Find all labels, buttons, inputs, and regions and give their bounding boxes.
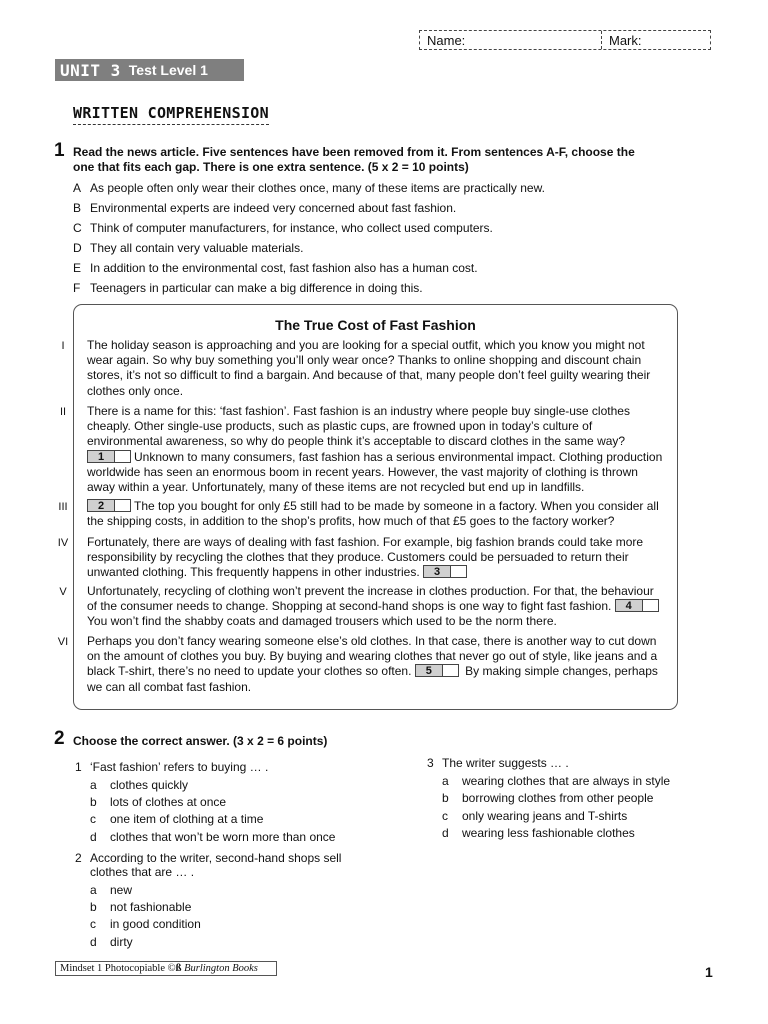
paragraph-marker-vi: VI [57,636,69,648]
option-letter: b [442,791,449,805]
paragraph-2-text-b: Unknown to many consumers, fast fashion has a serious environmental impact. Clothing production worldwide has seen an enormous boom in recent years. However, the vast majority of clothing is thrown away within a year. Unfortunately, many of these items are not recycled but end up in landfills. [87,449,663,495]
q2-2-option-b[interactable] [90,900,191,914]
gap-number: 1 [88,451,115,462]
question-2-number: 2 [54,728,65,749]
q2-3-option-a[interactable] [442,774,670,788]
page-number: 1 [705,964,713,980]
copyright-text: Mindset 1 Photocopiable © [60,963,176,974]
option-letter: B [73,201,82,215]
q2-item-number: 2 [75,851,82,865]
option-text: only wearing jeans and T-shirts [462,809,628,823]
question-1-instruction-line-1: Read the news article. Five sentences have been removed from it. From sentences A-F, choose the [73,145,635,159]
paragraph-5-text-b: You won’t find the shabby coats and damaged trousers which used to be the norm there. [87,614,557,629]
gap-3[interactable] [423,565,467,578]
q2-1-option-a[interactable] [90,778,188,792]
option-letter: b [90,795,97,809]
gap-number: 5 [416,665,443,676]
q2-item-3 [427,756,569,771]
option-b [73,201,456,215]
gap-number: 3 [424,566,451,577]
option-text: not fashionable [110,900,192,914]
option-a [73,181,545,195]
option-text: wearing clothes that are always in style [462,774,671,788]
paragraph-6 [87,634,667,695]
q2-item-number: 1 [75,760,82,774]
option-letter: d [90,830,97,844]
publisher-name: Burlington Books [184,963,258,974]
paragraph-5-text-a: Unfortunately, recycling of clothing won’t prevent the increase in clothes production. For that, the behaviour of the consumer needs to change. Shopping at second-hand shops is one way to fight fast fashion. [87,584,654,614]
option-letter: c [90,812,96,826]
test-level: Test Level 1 [128,62,208,78]
q2-item-2-stem-line-2: clothes that are … . [90,865,195,879]
q2-item-stem: ‘Fast fashion’ refers to buying … . [90,760,269,774]
q2-item-2 [75,851,341,866]
question-1-instruction-line-2: one that fits each gap. There is one extra sentence. (5 x 2 = 10 points) [73,160,469,174]
paragraph-2-text-a: There is a name for this: ‘fast fashion’. Fast fashion is an industry where people buy single-use clothes cheaply. Other single-use products, such as plastic cups, are frowned upon in today’s culture of environmental awareness, so why do people think it’s acceptable to discard clothes in the same way? [87,404,630,449]
option-letter: d [442,826,449,840]
paragraph-3 [87,499,667,529]
option-text: As people often only wear their clothes once, many of these items are practically new. [90,181,545,195]
option-text: Think of computer manufacturers, for instance, who collect used computers. [90,221,493,235]
q2-3-option-c[interactable] [442,809,627,823]
section-title: WRITTEN COMPREHENSION [73,104,269,125]
paragraph-marker-iv: IV [57,537,69,549]
publisher-logo-icon: ß [175,963,182,974]
q2-item-number: 3 [427,756,434,770]
option-text: clothes that won’t be worn more than once [110,830,336,844]
option-letter: a [90,883,97,897]
option-e [73,261,478,275]
option-letter: E [73,261,82,275]
option-c [73,221,493,235]
mark-field-label[interactable]: Mark: [609,33,642,48]
option-text: borrowing clothes from other people [462,791,654,805]
gap-1[interactable] [87,450,131,463]
gap-4[interactable] [615,599,659,612]
gap-number: 2 [88,500,115,511]
gap-5[interactable] [415,664,459,677]
option-text: one item of clothing at a time [110,812,264,826]
q2-2-option-a[interactable] [90,883,132,897]
option-letter: b [90,900,97,914]
q2-1-option-b[interactable] [90,795,226,809]
q2-item-stem: The writer suggests … . [442,756,569,770]
option-letter: A [73,181,82,195]
q2-1-option-d[interactable] [90,830,335,844]
q2-item-1 [75,760,268,775]
option-letter: D [73,241,82,255]
footer-copyright [55,961,277,976]
option-text: lots of clothes at once [110,795,227,809]
q2-2-option-c[interactable] [90,917,201,931]
option-letter: F [73,281,81,295]
option-text: dirty [110,935,133,949]
unit-number: UNIT 3 [60,60,121,80]
name-mark-box [419,30,711,50]
article-title: The True Cost of Fast Fashion [275,317,476,333]
unit-banner [55,59,244,81]
option-letter: c [442,809,448,823]
paragraph-1: The holiday season is approaching and you are looking for a special outfit, which you know you might not wear again. So why buy something you’ll only wear once? Thanks to online shopping and discount chain stores, it’s not so difficult to find a bargain. And because of that, many people don’t feel guilty wearing their clothes only once. [87,338,651,398]
paragraph-6-text-b: By making simple changes, perhaps we can all combat fast fashion. [87,664,658,694]
question-1-number: 1 [54,140,65,161]
paragraph-marker-i: I [61,340,65,352]
gap-2[interactable] [87,499,131,512]
option-f [73,281,423,295]
option-text: Environmental experts are indeed very concerned about fast fashion. [90,201,457,215]
paragraph-6-text-a: Perhaps you don’t fancy wearing someone else’s old clothes. In that case, there is another way to cut down on the amount of clothes you buy. By buying and wearing clothes that never go out of style, like jeans and a black T-shirt, there’s no need to update your clothes so often. [87,634,658,679]
option-text: clothes quickly [110,778,189,792]
option-letter: d [90,935,97,949]
q2-item-stem: According to the writer, second-hand shops sell [90,851,342,865]
question-2-instruction: Choose the correct answer. (3 x 2 = 6 points) [73,734,328,748]
paragraph-4 [87,535,667,581]
paragraph-marker-v: V [59,586,67,598]
option-letter: a [90,778,97,792]
option-letter: c [90,917,96,931]
q2-3-option-b[interactable] [442,791,653,805]
option-text: In addition to the environmental cost, fast fashion also has a human cost. [90,261,478,275]
option-letter: C [73,221,82,235]
paragraph-5 [87,584,667,630]
q2-2-option-d[interactable] [90,935,133,949]
option-text: wearing less fashionable clothes [462,826,635,840]
q2-1-option-c[interactable] [90,812,263,826]
option-d [73,241,303,255]
paragraph-3-text: The top you bought for only £5 still had to be made by someone in a factory. When you consider all the shipping costs, in addition to the shop’s profits, how much of that £5 goes to the factory worker? [87,499,659,529]
gap-number: 4 [616,600,643,611]
q2-3-option-d[interactable] [442,826,635,840]
option-text: in good condition [110,917,201,931]
paragraph-marker-iii: III [58,501,68,513]
paragraph-2 [87,404,667,495]
paragraph-4-text: Fortunately, there are ways of dealing with fast fashion. For example, big fashion brands could take more responsibility by recycling the clothes that they produce. Customers could be persuaded to return their unwanted clothing. This frequently happens in other industries. [87,535,644,580]
option-text: They all contain very valuable materials. [90,241,304,255]
paragraph-marker-ii: II [59,406,67,418]
option-text: new [110,883,133,897]
option-text: Teenagers in particular can make a big difference in doing this. [90,281,423,295]
option-letter: a [442,774,449,788]
name-field-label[interactable]: Name: [420,31,602,49]
